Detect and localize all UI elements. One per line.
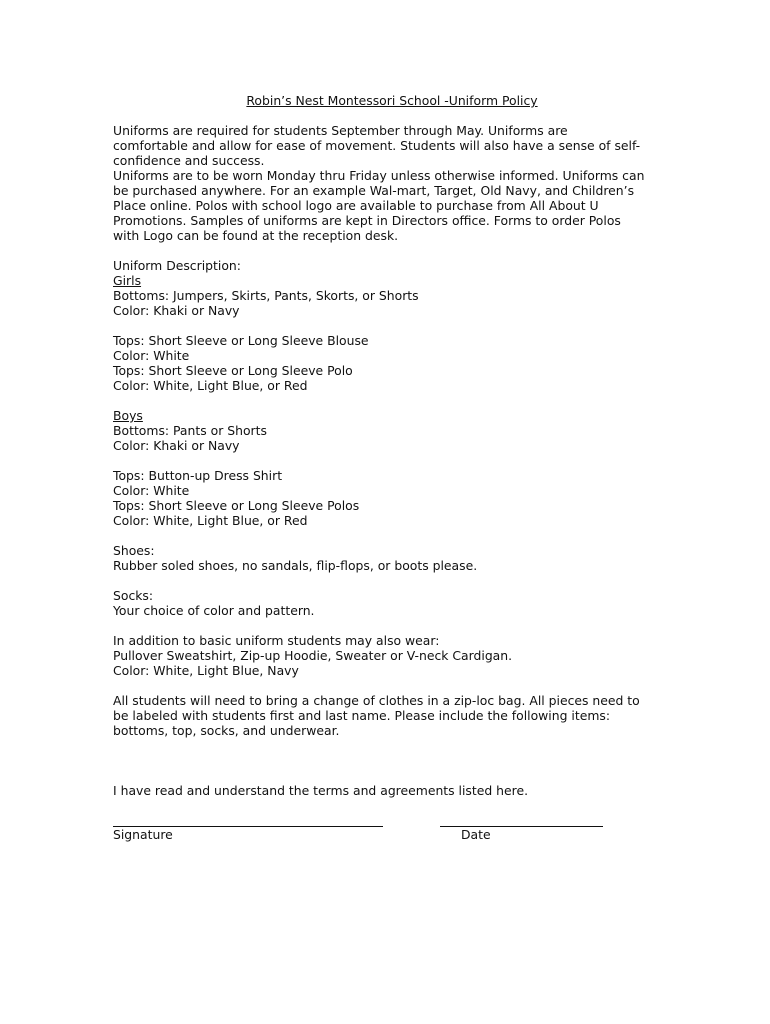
- socks-text: Your choice of color and pattern.: [113, 603, 315, 618]
- intro-line: be purchased anywhere. For an example Wal-mart, Target, Old Navy, and Children’s: [113, 183, 635, 198]
- additional-line: In addition to basic uniform students may also wear:: [113, 633, 440, 648]
- boys-tops-polo: Tops: Short Sleeve or Long Sleeve Polos: [113, 498, 360, 513]
- spacer: [113, 618, 661, 633]
- spacer: [113, 108, 661, 123]
- girls-tops-blouse-color: Color: White: [113, 348, 190, 363]
- girls-heading: Girls: [113, 273, 142, 288]
- shoes-heading: Shoes:: [113, 543, 155, 558]
- intro-paragraph: [113, 123, 661, 243]
- boys-bottoms-color: Color: Khaki or Navy: [113, 438, 240, 453]
- spacer: [113, 528, 661, 543]
- spacer: [113, 393, 661, 408]
- intro-line: confidence and success.: [113, 153, 265, 168]
- boys-tops-polo-color: Color: White, Light Blue, or Red: [113, 513, 308, 528]
- boys-bottoms: Bottoms: Pants or Shorts: [113, 423, 267, 438]
- girls-bottoms-color: Color: Khaki or Navy: [113, 303, 240, 318]
- boys-tops-shirt: Tops: Button-up Dress Shirt: [113, 468, 283, 483]
- intro-line: Promotions. Samples of uniforms are kept in Directors office. Forms to order Polos: [113, 213, 621, 228]
- shoes-section: [113, 543, 661, 573]
- change-line: bottoms, top, socks, and underwear.: [113, 723, 340, 738]
- signature-row: [113, 812, 661, 852]
- document-title: Robin’s Nest Montessori School -Uniform Policy: [246, 93, 538, 108]
- change-line: be labeled with students first and last name. Please include the following items:: [113, 708, 611, 723]
- spacer: [113, 573, 661, 588]
- socks-section: [113, 588, 661, 618]
- boys-tops-shirt-color: Color: White: [113, 483, 190, 498]
- intro-line: with Logo can be found at the reception desk.: [113, 228, 399, 243]
- boys-section: [113, 408, 661, 528]
- spacer: [113, 243, 661, 258]
- description-heading: Uniform Description:: [113, 258, 241, 273]
- girls-tops-polo-color: Color: White, Light Blue, or Red: [113, 378, 308, 393]
- intro-line: comfortable and allow for ease of movement. Students will also have a sense of self-: [113, 138, 641, 153]
- shoes-text: Rubber soled shoes, no sandals, flip-flops, or boots please.: [113, 558, 478, 573]
- intro-line: Uniforms are to be worn Monday thru Friday unless otherwise informed. Uniforms can: [113, 168, 645, 183]
- spacer: [113, 768, 661, 783]
- intro-line: Place online. Polos with school logo are available to purchase from All About U: [113, 198, 599, 213]
- date-label: Date: [461, 827, 491, 842]
- girls-section: [113, 273, 661, 393]
- change-of-clothes-paragraph: [113, 693, 661, 738]
- girls-tops-polo: Tops: Short Sleeve or Long Sleeve Polo: [113, 363, 353, 378]
- additional-line: Color: White, Light Blue, Navy: [113, 663, 299, 678]
- spacer: [113, 318, 661, 333]
- signature-label: Signature: [113, 827, 173, 842]
- spacer: [113, 678, 661, 693]
- spacer: [113, 453, 661, 468]
- spacer: [113, 738, 661, 768]
- girls-bottoms: Bottoms: Jumpers, Skirts, Pants, Skorts, or Shorts: [113, 288, 419, 303]
- agreement-statement: I have read and understand the terms and agreements listed here.: [113, 783, 529, 798]
- boys-heading: Boys: [113, 408, 143, 423]
- socks-heading: Socks:: [113, 588, 154, 603]
- girls-tops-blouse: Tops: Short Sleeve or Long Sleeve Blouse: [113, 333, 369, 348]
- document-body: [113, 93, 661, 852]
- additional-line: Pullover Sweatshirt, Zip-up Hoodie, Sweater or V-neck Cardigan.: [113, 648, 513, 663]
- change-line: All students will need to bring a change of clothes in a zip-loc bag. All pieces need to: [113, 693, 640, 708]
- intro-line: Uniforms are required for students September through May. Uniforms are: [113, 123, 568, 138]
- additional-section: [113, 633, 661, 678]
